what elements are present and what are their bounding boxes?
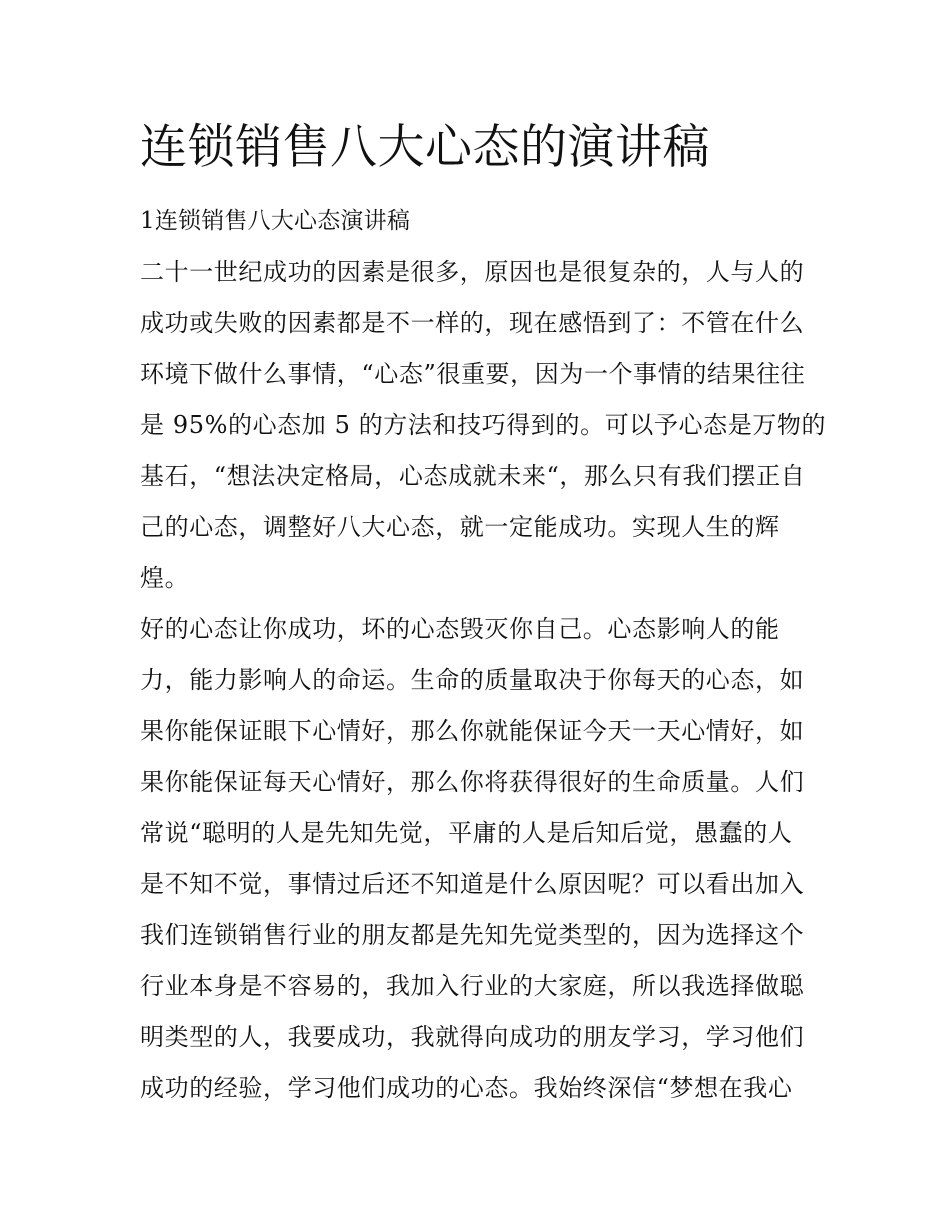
body-line: 基石，“想法决定格局，心态成就未来“，那么只有我们摆正自	[140, 462, 806, 490]
body-line: 环境下做什么事情，“心态”很重要，因为一个事情的结果往往	[140, 360, 806, 388]
body-line: 力，能力影响人的命运。生命的质量取决于你每天的心态，如	[140, 666, 805, 694]
body-line: 成功的经验，学习他们成功的心态。我始终深信“梦想在我心	[140, 1074, 793, 1102]
body-line: 行业本身是不容易的，我加入行业的大家庭，所以我选择做聪	[140, 972, 805, 1000]
body-line: 己的心态，调整好八大心态，就一定能成功。实现人生的辉	[140, 513, 780, 541]
body-line: 是 95%的心态加 5 的方法和技巧得到的。可以予心态是万物的	[140, 411, 827, 439]
body-line: 二十一世纪成功的因素是很多，原因也是很复杂的，人与人的	[140, 258, 805, 286]
section-heading: 1连锁销售八大心态演讲稿	[140, 208, 411, 234]
body-line: 明类型的人，我要成功，我就得向成功的朋友学习，学习他们	[140, 1023, 805, 1051]
body-line: 好的心态让你成功，坏的心态毁灭你自己。心态影响人的能	[140, 615, 780, 643]
body-line: 果你能保证眼下心情好，那么你就能保证今天一天心情好，如	[140, 717, 805, 745]
body-line: 成功或失败的因素都是不一样的，现在感悟到了：不管在什么	[140, 309, 805, 337]
body-line: 是不知不觉，事情过后还不知道是什么原因呢？可以看出加入	[140, 870, 805, 898]
body-line: 常说“聪明的人是先知先觉，平庸的人是后知后觉，愚蠢的人	[140, 819, 793, 847]
body-line: 我们连锁销售行业的朋友都是先知先觉类型的，因为选择这个	[140, 921, 805, 949]
document-title: 连锁销售八大心态的演讲稿	[140, 120, 710, 175]
body-line: 果你能保证每天心情好，那么你将获得很好的生命质量。人们	[140, 768, 805, 796]
body-line: 煌。	[140, 564, 190, 592]
